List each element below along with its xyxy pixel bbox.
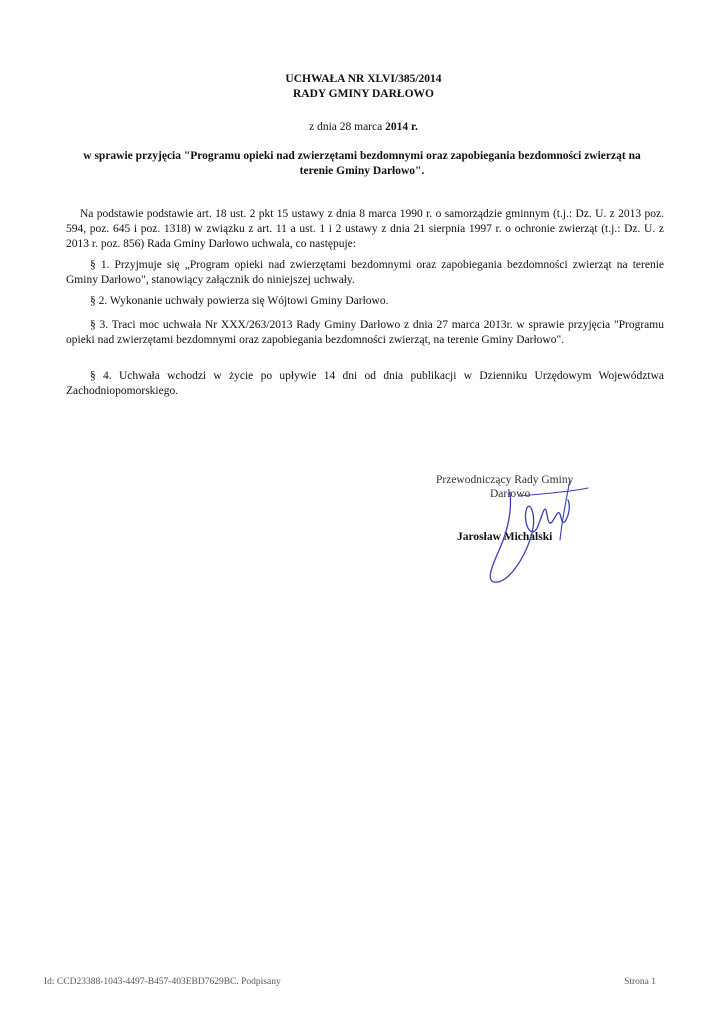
signatory-name: Jarosław Michalski [457, 531, 553, 543]
date-year: 2014 r. [385, 121, 418, 133]
section-3-paragraph: § 3. Traci moc uchwała Nr XXX/263/2013 Rady Gminy Darłowo z dnia 27 marca 2013r. w sprawie przyjęcia "Programu opieki nad zwierzętami bezdomnymi oraz zapobiegania bezdomności zwierząt, na terenie Gminy Darłowo". [66, 319, 664, 346]
section-1-paragraph: § 1. Przyjmuje się „Program opieki nad zwierzętami bezdomnymi oraz zapobiegania bezdomności zwierząt na terenie Gminy Darłowo", stanowiący załącznik do niniejszej uchwały. [66, 259, 664, 286]
signature-block [420, 470, 610, 590]
resolution-date [0, 120, 727, 135]
resolution-number: UCHWAŁA NR XLVI/385/2014 [285, 73, 442, 85]
document-id: Id: CCD23388-1043-4497-B457-403EBD7629BC. Podpisany [44, 977, 281, 987]
legal-basis-paragraph: Na podstawie podstawie art. 18 ust. 2 pkt 15 ustawy z dnia 8 marca 1990 r. o samorządzie gminnym (t.j.: Dz. U. z 2013 poz. 594, poz. 645 i poz. 1318) w związku z art. 11 a ust. 1 i 2 ustawy z dnia 21 sierpnia 1997 r. o ochronie zwierząt (t.j.: Dz. U. z 2013 r. poz. 856) Rada Gminy Darłowo uchwala, co następuje: [66, 208, 664, 250]
page-number: Strona 1 [624, 977, 656, 987]
signatory-role: Przewodniczący Rady Gminy [436, 474, 574, 486]
date-prefix: z dnia 28 marca [309, 121, 386, 133]
council-name: RADY GMINY DARŁOWO [293, 88, 434, 100]
handwritten-signature-icon [420, 470, 610, 590]
section-4-paragraph: § 4. Uchwała wchodzi w życie po upływie 14 dni od dnia publikacji w Dzienniku Urzędowym Województwa Zachodniopomorskiego. [66, 370, 664, 397]
section-2-paragraph: § 2. Wykonanie uchwały powierza się Wójtowi Gminy Darłowo. [90, 295, 389, 307]
signatory-municipality: Darłowo [490, 488, 531, 500]
resolution-subject: w sprawie przyjęcia "Programu opieki nad zwierzętami bezdomnymi oraz zapobiegania bezdomności zwierząt na terenie Gminy Darłowo". [83, 150, 641, 177]
